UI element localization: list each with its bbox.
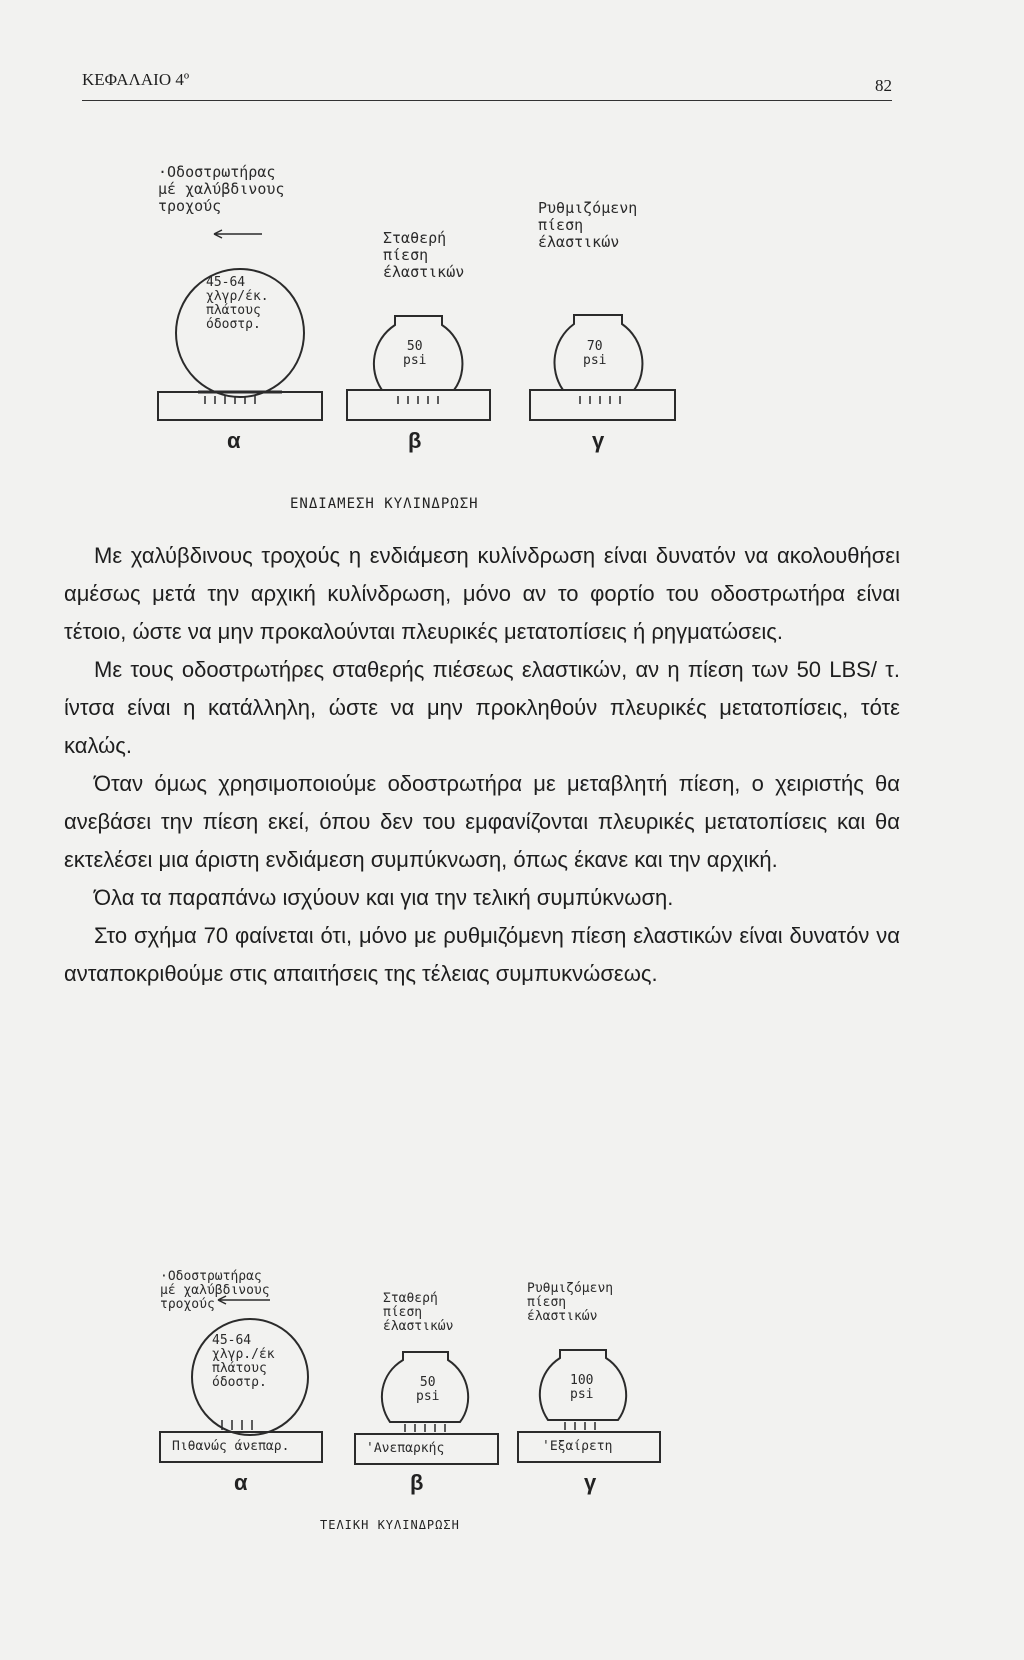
roller-b-label: Σταθερή πίεση έλαστικών (383, 1291, 454, 1334)
figure-intermediate-rolling (0, 150, 1024, 510)
label-beta: β (408, 428, 422, 453)
label-alpha: α (234, 1470, 248, 1495)
label-beta: β (410, 1470, 424, 1495)
roller-b-pressure: 50 psi (403, 339, 427, 368)
paragraph-1: Με χαλύβδινους τροχούς η ενδιάμεση κυλίνδρωση είναι δυνατόν να ακολουθήσει αμέσως μετά την αρχική κυλίνδρωση, μόνο αν το φορτίο του οδοστρωτήρα είναι τέτοιο, ώστε να μην προκαλούνται πλευρικές μετατοπίσεις ή ρηγματώσεις. (64, 543, 900, 644)
roller-a-label: ·Οδοστρωτήρας μέ χαλύβδινους τροχούς (160, 1269, 270, 1312)
figure-bottom-drawing (0, 1262, 1024, 1602)
figure-final-rolling (0, 1262, 1024, 1642)
roller-a-inner-label: 45-64 χλγρ/έκ. πλάτους όδοστρ. (206, 275, 269, 332)
roller-c-note: 'Εξαίρετη (542, 1439, 613, 1454)
figure-top-drawing (0, 150, 1024, 510)
paragraph-5: Στο σχήμα 70 φαίνεται ότι, μόνο με ρυθμιζόμενη πίεση ελαστικών είναι δυνατόν να ανταποκριθούμε στις απαιτήσεις της τέλειας συμπυκνώσεως. (64, 923, 900, 986)
paragraph-3: Όταν όμως χρησιμοποιούμε οδοστρωτήρα με μεταβλητή πίεση, ο χειριστής θα ανεβάσει την πίεση εκεί, όπου δεν του εμφανίζονται πλευρικές μετατοπίσεις και θα εκτελέσει μια άριστη ενδιάμεση συμπύκνωση, όπως έκανε και την αρχική. (64, 771, 900, 872)
label-gamma: γ (584, 1470, 597, 1495)
roller-b-label: Σταθερή πίεση έλαστικών (383, 229, 465, 281)
roller-b-note: 'Ανεπαρκής (366, 1441, 445, 1456)
roller-c-label: Ρυθμιζόμενη πίεση έλαστικών (538, 199, 638, 251)
roller-a-inner-label: 45-64 χλγρ./έκ πλάτους όδοστρ. (212, 1333, 275, 1390)
label-gamma: γ (592, 428, 605, 453)
roller-c-pressure: 70 psi (583, 339, 607, 368)
paragraph-2: Με τους οδοστρωτήρες σταθερής πιέσεως ελαστικών, αν η πίεση των 50 LBS/ τ. ίντσα είναι η κατάλληλη, ώστε να μην προκληθούν πλευρικές μετατοπίσεις, τότε καλώς. (64, 657, 900, 758)
paragraph-4: Όλα τα παραπάνω ισχύουν και για την τελική συμπύκνωση. (94, 885, 674, 910)
roller-b-pressure: 50 psi (416, 1375, 440, 1404)
roller-c-pressure: 100 psi (570, 1373, 594, 1402)
roller-c-label: Ρυθμιζόμενη πίεση έλαστικών (527, 1281, 614, 1324)
figure-bottom-caption: ΤΕΛΙΚΗ ΚΥΛΙΝΔΡΩΣΗ (320, 1518, 460, 1532)
road-layer-icon (530, 390, 675, 420)
label-alpha: α (227, 428, 241, 453)
road-layer-icon (347, 390, 490, 420)
chapter-title: ΚΕΦΑΛΑΙΟ 4º (82, 70, 190, 89)
page-number: 82 (875, 76, 892, 95)
roller-a-note: Πιθανώς άνεπαρ. (172, 1439, 290, 1454)
page-header (82, 66, 892, 101)
body-text (64, 537, 900, 993)
figure-top-caption: ΕΝΔΙΑΜΕΣΗ ΚΥΛΙΝΔΡΩΣΗ (290, 496, 479, 512)
roller-a-label: ·Οδοστρωτήρας μέ χαλύβδινους τροχούς (158, 163, 285, 215)
